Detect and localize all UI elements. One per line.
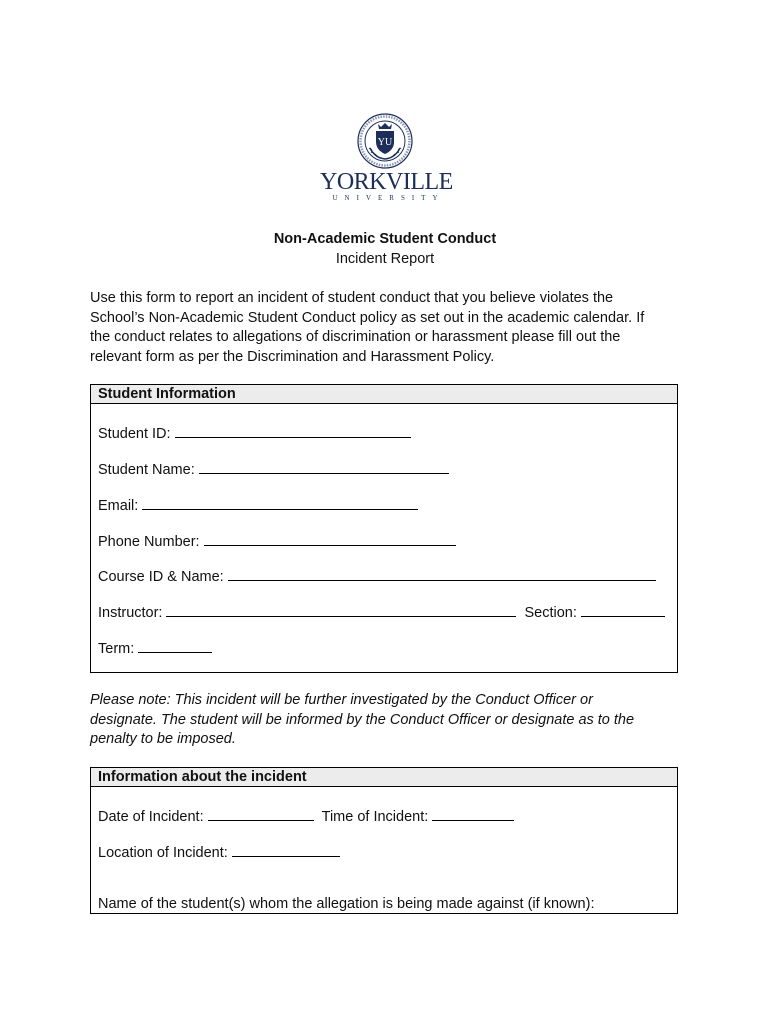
time-of-incident-label: Time of Incident: <box>321 809 429 825</box>
instructor-label: Instructor: <box>98 605 163 621</box>
time-of-incident-field[interactable] <box>432 806 514 821</box>
intro-line: School’s Non-Academic Student Conduct policy as set out in the academic calendar. If <box>90 309 645 326</box>
email-row <box>98 495 418 515</box>
student-name-field[interactable] <box>199 459 449 474</box>
intro-paragraph <box>90 289 680 367</box>
student-name-label: Student Name: <box>98 462 195 478</box>
note-line: designate. The student will be informed by the Conduct Officer or designate as to the <box>90 711 635 728</box>
intro-line: relevant form as per the Discrimination and Harassment Policy. <box>90 348 495 365</box>
location-field[interactable] <box>232 842 340 857</box>
student-information-heading: Student Information <box>91 385 677 404</box>
course-field[interactable] <box>228 566 656 581</box>
incident-information-heading: Information about the incident <box>91 768 677 787</box>
email-label: Email: <box>98 498 139 514</box>
form-title: Non-Academic Student Conduct <box>273 231 497 247</box>
student-id-label: Student ID: <box>98 426 171 442</box>
intro-line: the conduct relates to allegations of discrimination or harassment please fill out the <box>90 329 621 345</box>
accused-names-row <box>98 895 594 913</box>
phone-field[interactable] <box>204 531 456 546</box>
course-row <box>98 566 656 586</box>
note-line: penalty to be imposed. <box>90 731 236 747</box>
phone-label: Phone Number: <box>98 534 200 550</box>
seal-initials: YU <box>377 137 393 148</box>
please-note-paragraph <box>90 691 690 750</box>
course-label: Course ID & Name: <box>98 569 224 585</box>
accused-names-label: Name of the student(s) whom the allegation is being made against (if known): <box>98 896 595 912</box>
logo-subtitle: UNIVERSITY <box>332 194 445 202</box>
student-id-row <box>98 423 411 443</box>
term-field[interactable] <box>138 638 212 653</box>
student-information-section <box>90 384 678 673</box>
university-seal-icon <box>320 112 450 170</box>
intro-line: Use this form to report an incident of student conduct that you believe violates the <box>90 290 614 306</box>
student-id-field[interactable] <box>175 423 411 438</box>
note-line: Please note: This incident will be further investigated by the Conduct Officer or <box>90 692 593 708</box>
section-label: Section: <box>524 605 577 621</box>
phone-row <box>98 531 456 551</box>
incident-information-section <box>90 767 678 914</box>
student-name-row <box>98 459 449 479</box>
term-label: Term: <box>98 641 135 657</box>
section-field[interactable] <box>581 602 665 617</box>
date-of-incident-label: Date of Incident: <box>98 809 204 825</box>
date-of-incident-field[interactable] <box>208 806 314 821</box>
date-time-row <box>98 806 514 826</box>
location-label: Location of Incident: <box>98 845 228 861</box>
instructor-row <box>98 602 665 622</box>
term-row <box>98 638 212 658</box>
location-row <box>98 842 340 862</box>
form-subtitle: Incident Report <box>335 251 435 267</box>
instructor-field[interactable] <box>166 602 516 617</box>
email-field[interactable] <box>142 495 418 510</box>
university-logo <box>320 112 453 204</box>
logo-wordmark: YORKVILLE <box>320 169 453 195</box>
